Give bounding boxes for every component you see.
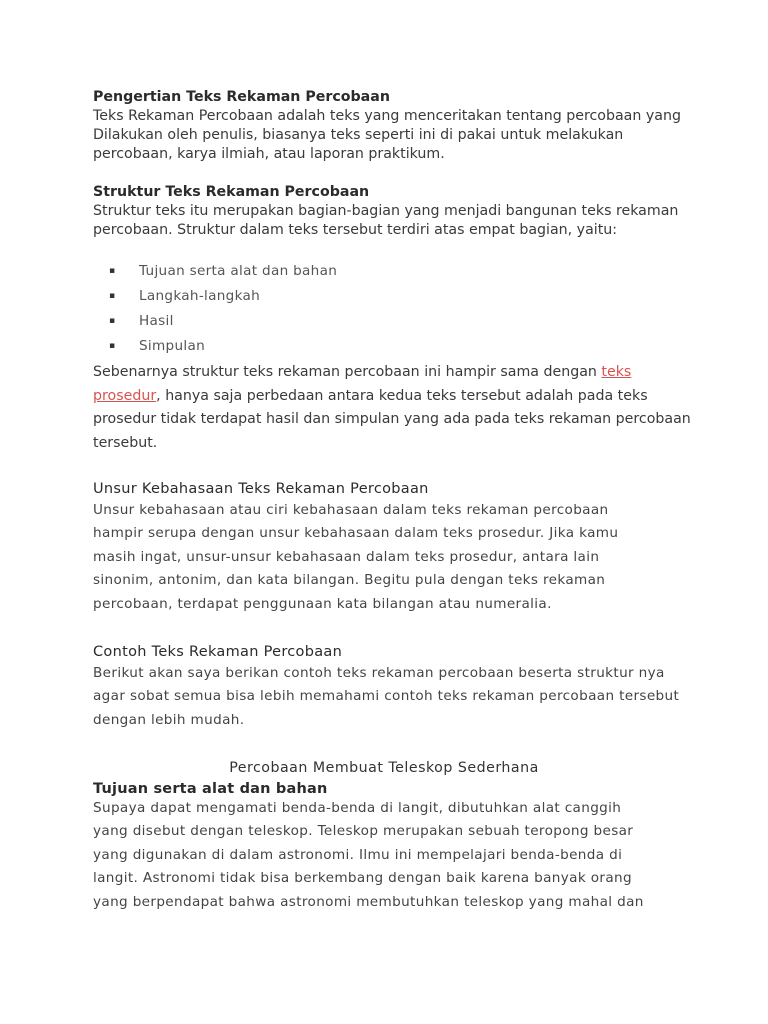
paragraph-line: percobaan, karya ilmiah, atau laporan praktikum. bbox=[93, 146, 445, 162]
paragraph-line: Teks Rekaman Percobaan adalah teks yang menceritakan tentang percobaan yang bbox=[93, 108, 681, 124]
teks-prosedur-link[interactable]: teks bbox=[601, 364, 632, 380]
paragraph-line: yang digunakan di dalam astronomi. Ilmu ini mempelajari benda-benda di bbox=[93, 846, 623, 863]
section-example bbox=[93, 642, 693, 732]
bullet-icon: ▪ bbox=[109, 316, 116, 326]
bullet-icon: ▪ bbox=[109, 266, 116, 276]
paragraph-line: sinonim, antonim, dan kata bilangan. Begitu pula dengan teks rekaman bbox=[93, 572, 606, 589]
paragraph-line: hampir serupa dengan unsur kebahasaan dalam teks prosedur. Jika kamu bbox=[93, 525, 619, 542]
section-definition bbox=[93, 88, 693, 164]
section-comparison bbox=[93, 361, 693, 455]
experiment-title: Percobaan Membuat Teleskop Sederhana bbox=[229, 760, 539, 776]
heading-example: Contoh Teks Rekaman Percobaan bbox=[93, 644, 343, 660]
paragraph-line: yang disebut dengan teleskop. Teleskop merupakan sebuah teropong besar bbox=[93, 823, 634, 840]
paragraph-line: percobaan, terdapat penggunaan kata bilangan atau numeralia. bbox=[93, 595, 552, 612]
bullet-icon: ▪ bbox=[109, 291, 116, 301]
subheading-goal: Tujuan serta alat dan bahan bbox=[93, 781, 328, 797]
paragraph-line: Dilakukan oleh penulis, biasanya teks seperti ini di pakai untuk melakukan bbox=[93, 127, 624, 143]
paragraph-line: yang berpendapat bahwa astronomi membutuhkan teleskop yang mahal dan bbox=[93, 893, 644, 910]
teks-prosedur-link-cont[interactable]: prosedur bbox=[93, 387, 157, 404]
list-item: ▪ Hasil bbox=[93, 309, 693, 334]
paragraph-line: prosedur, hanya saja perbedaan antara kedua teks tersebut adalah pada teks bbox=[93, 387, 648, 404]
paragraph-line: Supaya dapat mengamati benda-benda di langit, dibutuhkan alat canggih bbox=[93, 800, 622, 816]
paragraph-line: Unsur kebahasaan atau ciri kebahasaan dalam teks rekaman percobaan bbox=[93, 502, 609, 518]
list-item: ▪ Tujuan serta alat dan bahan bbox=[93, 259, 693, 284]
paragraph-line: langit. Astronomi tidak bisa berkembang dengan baik karena banyak orang bbox=[93, 870, 632, 887]
section-experiment bbox=[93, 781, 693, 914]
paragraph-line: Berikut akan saya berikan contoh teks rekaman percobaan beserta struktur nya bbox=[93, 665, 665, 681]
heading-definition: Pengertian Teks Rekaman Percobaan bbox=[93, 89, 390, 105]
paragraph-line: tersebut. bbox=[93, 434, 158, 451]
paragraph-line: masih ingat, unsur-unsur kebahasaan dalam teks prosedur, antara lain bbox=[93, 548, 600, 565]
section-structure bbox=[93, 183, 693, 240]
paragraph-line: agar sobat semua bisa lebih memahami contoh teks rekaman percobaan tersebut bbox=[93, 688, 680, 705]
heading-structure: Struktur Teks Rekaman Percobaan bbox=[93, 184, 370, 200]
heading-language-elements: Unsur Kebahasaan Teks Rekaman Percobaan bbox=[93, 481, 429, 497]
paragraph-line: percobaan. Struktur dalam teks tersebut terdiri atas empat bagian, yaitu: bbox=[93, 222, 618, 238]
structure-list bbox=[93, 259, 693, 359]
paragraph-line: Sebenarnya struktur teks rekaman percobaan ini hampir sama dengan teks bbox=[93, 364, 632, 380]
paragraph-line: dengan lebih mudah. bbox=[93, 711, 245, 728]
bullet-icon: ▪ bbox=[109, 341, 116, 351]
list-item: ▪ Simpulan bbox=[93, 334, 693, 359]
paragraph-line: prosedur tidak terdapat hasil dan simpulan yang ada pada teks rekaman percobaan bbox=[93, 411, 691, 427]
list-item: ▪ Langkah-langkah bbox=[93, 284, 693, 309]
paragraph-line: Struktur teks itu merupakan bagian-bagian yang menjadi bangunan teks rekaman bbox=[93, 203, 679, 219]
section-language-elements bbox=[93, 479, 693, 616]
